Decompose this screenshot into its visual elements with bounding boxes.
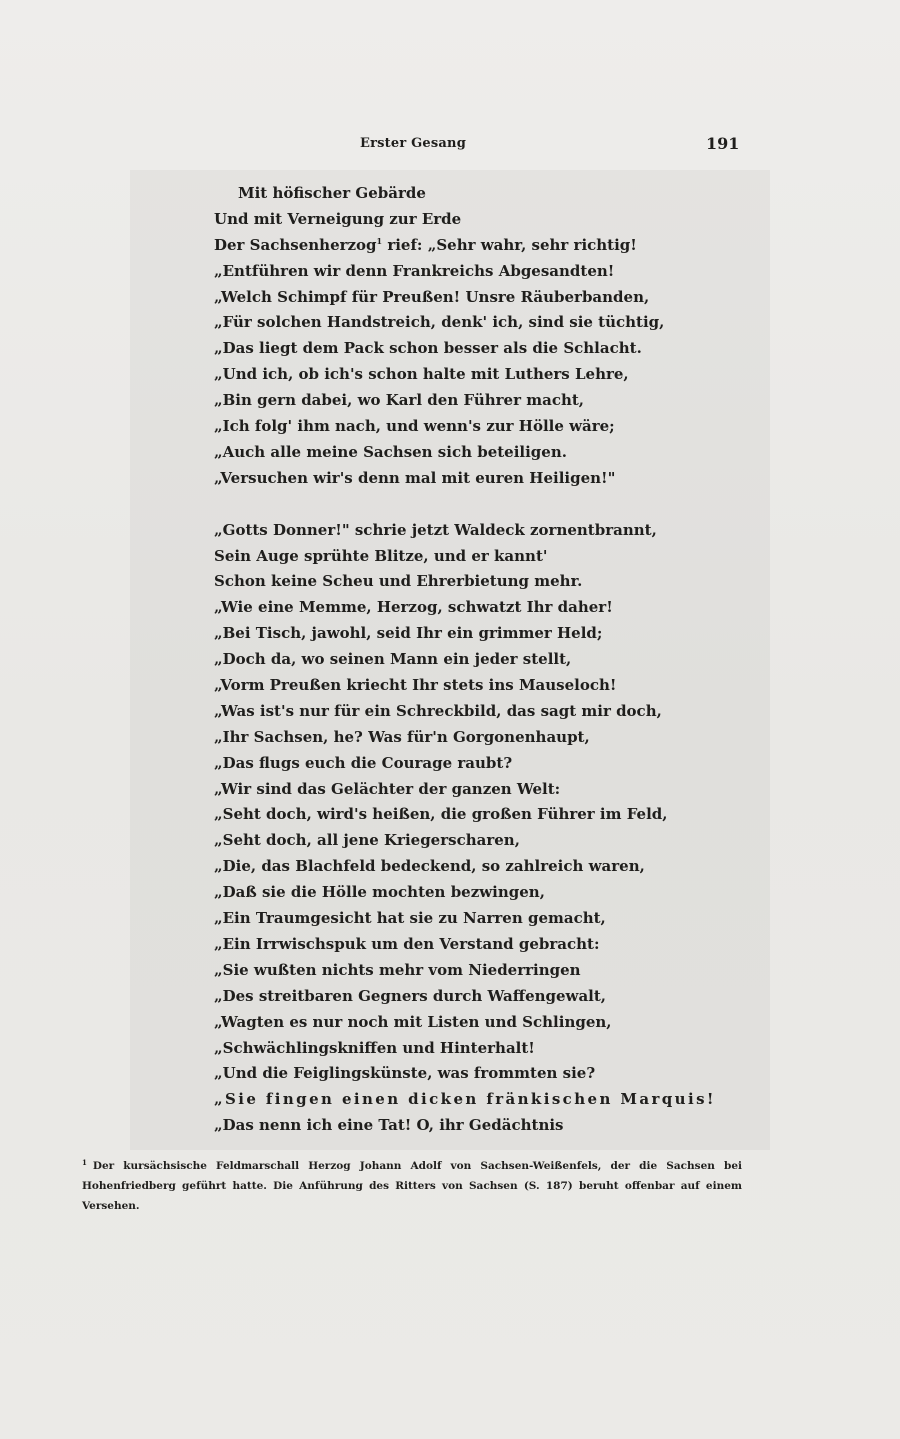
verse-line: „Ein Traumgesicht hat sie zu Narren gemacht, [214, 909, 606, 928]
page-header [0, 134, 900, 158]
verse-line-with-footnote [214, 233, 684, 259]
stanza-break [214, 492, 684, 518]
footnote [82, 1156, 742, 1216]
verse-line: Mit höfischer Gebärde [238, 184, 426, 202]
verse-line: „Bin gern dabei, wo Karl den Führer macht, [214, 391, 585, 410]
verse-line: „Ein Irrwischspuk um den Verstand gebracht: [214, 934, 600, 953]
verse-line: „Gotts Donner!" schrie jetzt Waldeck zornentbrannt, [214, 520, 657, 539]
verse-line: „Das nenn ich eine Tat! O, ihr Gedächtnis [214, 1116, 564, 1135]
verse-line: „Und ich, ob ich's schon halte mit Luthers Lehre, [214, 365, 629, 384]
verse-line: „Seht doch, wird's heißen, die großen Führer im Feld, [214, 805, 668, 824]
verse-line: „Wie eine Memme, Herzog, schwatzt Ihr daher! [214, 598, 613, 617]
running-head: Erster Gesang [360, 136, 466, 151]
page-number: 191 [706, 134, 740, 153]
verse-line: „Seht doch, all jene Kriegerscharen, [214, 831, 520, 850]
verse-line: „Das flugs euch die Courage raubt? [214, 753, 513, 772]
verse-line: „Bei Tisch, jawohl, seid Ihr ein grimmer Held; [214, 624, 603, 643]
verse-line: „Wagten es nur noch mit Listen und Schlingen, [214, 1012, 612, 1031]
verse-block [214, 181, 716, 1139]
verse-line: Schon keine Scheu und Ehrerbietung mehr. [214, 572, 583, 591]
verse-line: „Auch alle meine Sachsen sich beteiligen. [214, 442, 567, 461]
verse-line: „Entführen wir denn Frankreichs Abgesandten! [214, 261, 615, 280]
verse-line: „Doch da, wo seinen Mann ein jeder stellt, [214, 650, 572, 669]
verse-line: „Was ist's nur für ein Schreckbild, das sagt mir doch, [214, 701, 662, 720]
verse-line-end: rief: „Sehr wahr, sehr richtig! [382, 235, 637, 254]
verse-line: „Des streitbaren Gegners durch Waffengewalt, [214, 986, 607, 1005]
verse-line: „Ich folg' ihm nach, und wenn's zur Hölle wäre; [214, 417, 615, 436]
verse-line: „Versuchen wir's denn mal mit euren Heiligen!" [214, 468, 616, 487]
verse-line: „Ihr Sachsen, he? Was für'n Gorgonenhaupt, [214, 727, 590, 746]
verse-line: „Welch Schimpf für Preußen! Unsre Räuberbanden, [214, 287, 650, 306]
verse-line: „Vorm Preußen kriecht Ihr stets ins Mauseloch! [214, 676, 617, 695]
verse-line: Sein Auge sprühte Blitze, und er kannt' [214, 546, 548, 565]
verse-line: „Sie wußten nichts mehr vom Niederringen [214, 960, 581, 979]
verse-line: „Das liegt dem Pack schon besser als die Schlacht. [214, 339, 642, 358]
footnote-reference: 1 [376, 235, 383, 246]
verse-line-start: Der Sachsenherzog [214, 235, 377, 254]
verse-line-spaced-emphasis: „Sie fingen einen dicken fränkischen Marquis! [214, 1090, 716, 1109]
footnote-number: 1 [82, 1158, 87, 1167]
verse-line: „Die, das Blachfeld bedeckend, so zahlreich waren, [214, 857, 645, 876]
footnote-text: Der kursächsische Feldmarschall Herzog Johann Adolf von Sachsen-Weißenfels, der die Sachsen bei Hohenfriedberg geführt hatte. Die Anführung des Ritters von Sachsen (S. 187) beruht offenbar auf einem Versehen. [82, 1160, 742, 1212]
verse-line: „Wir sind das Gelächter der ganzen Welt: [214, 779, 561, 798]
verse-line: „Und die Feiglingskünste, was frommten sie? [214, 1064, 596, 1083]
verse-line: „Daß sie die Hölle mochten bezwingen, [214, 883, 545, 902]
verse-line: „Schwächlingskniffen und Hinterhalt! [214, 1038, 535, 1057]
verse-line: „Für solchen Handstreich, denk' ich, sind sie tüchtig, [214, 313, 665, 332]
verse-line: Und mit Verneigung zur Erde [214, 209, 462, 228]
